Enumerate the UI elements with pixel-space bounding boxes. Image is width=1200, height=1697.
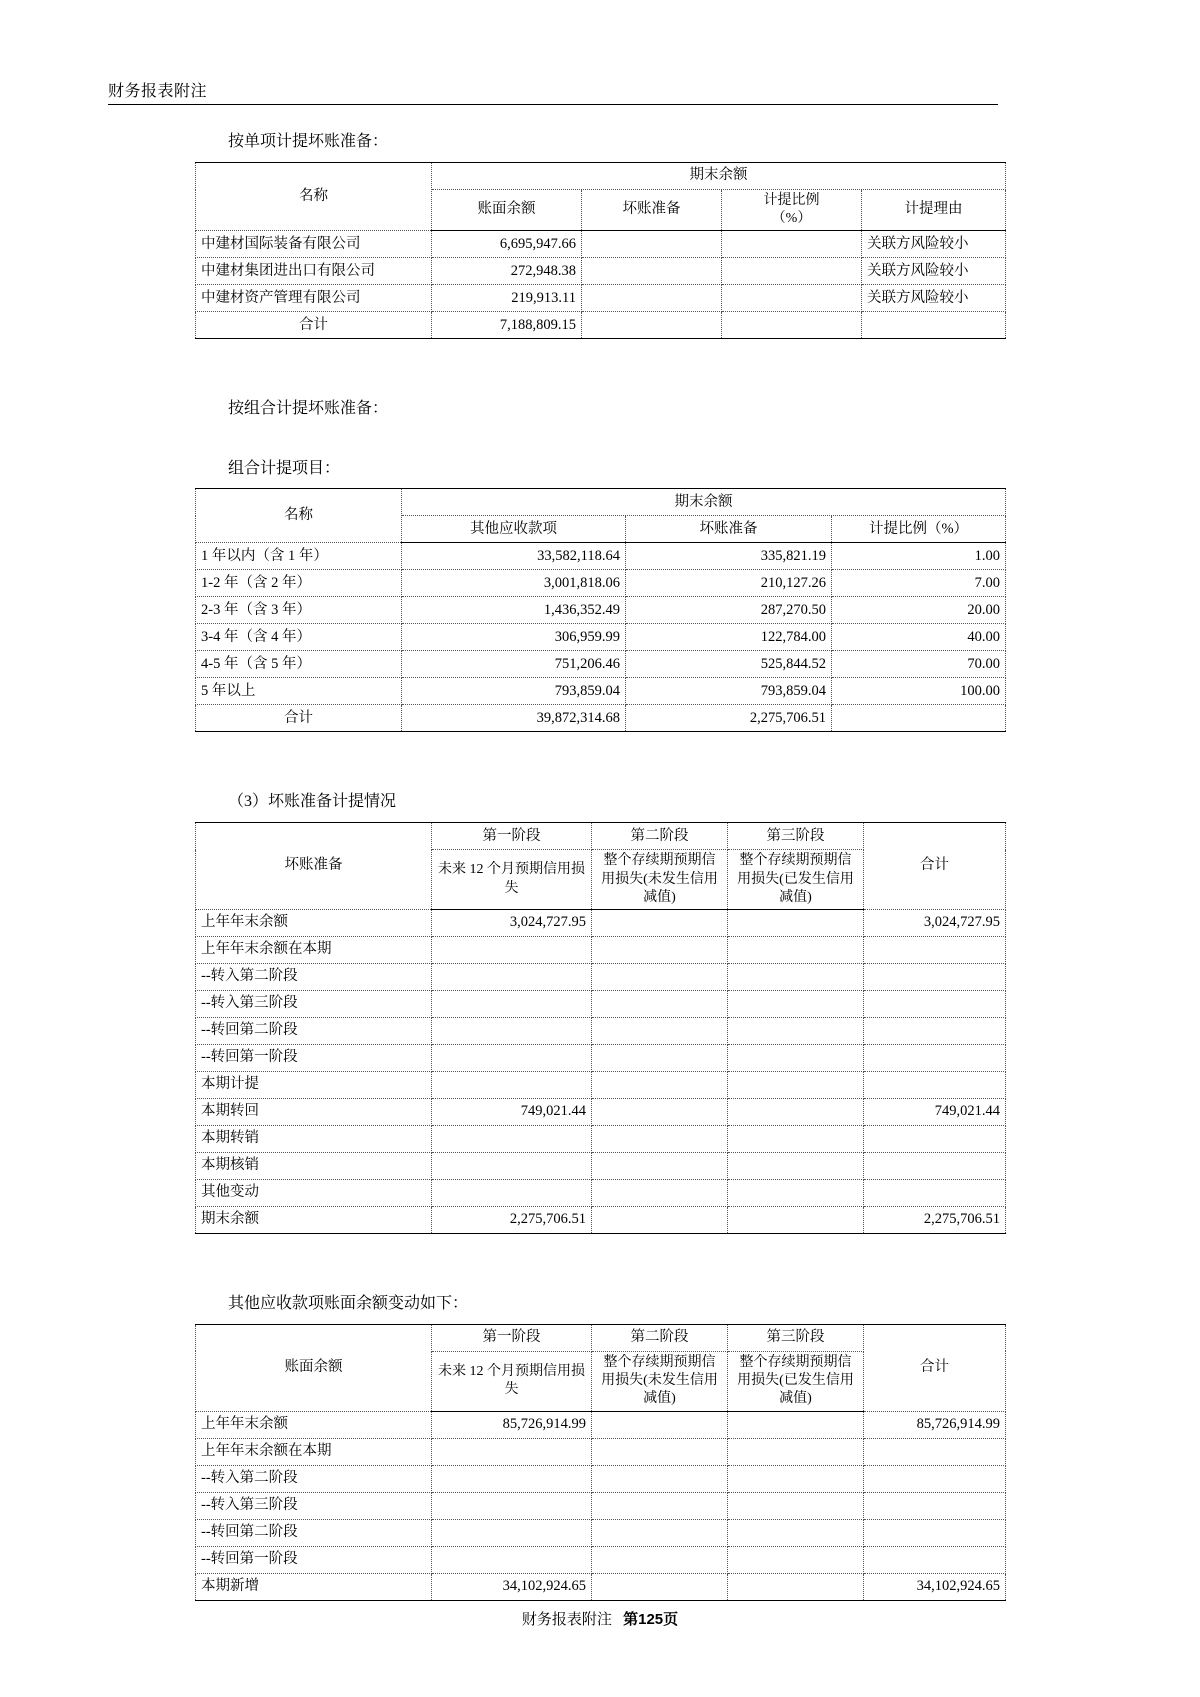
cell-label: --转回第一阶段 [196, 1546, 432, 1573]
cell-total-bad [582, 312, 722, 339]
cell-other: 751,206.46 [402, 651, 626, 678]
cell-stage-1 [432, 1044, 592, 1071]
table-row [196, 678, 1006, 705]
table-row [196, 651, 1006, 678]
section-4-title: 其他应收款项账面余额变动如下： [228, 1294, 469, 1312]
spacer [0, 429, 1200, 455]
col-group-period-end: 期末余额 [402, 489, 1006, 516]
spacer [0, 339, 1200, 397]
col-stage-1: 第一阶段 [432, 823, 592, 850]
col-stage-2: 第二阶段 [592, 1324, 728, 1351]
cell-total [864, 1152, 1006, 1179]
cell-stage-2 [592, 990, 728, 1017]
page-footer [0, 1608, 1200, 1629]
table-header-row [196, 1324, 1006, 1351]
cell-stage-1 [432, 1465, 592, 1492]
header-divider [108, 104, 998, 105]
cell-name: 1 年以内（含 1 年） [196, 543, 402, 570]
spacer [0, 732, 1200, 790]
col-stage-3: 第三阶段 [728, 823, 864, 850]
table-row [196, 1492, 1006, 1519]
cell-total [864, 990, 1006, 1017]
cell-bad [582, 285, 722, 312]
table-total-row [196, 312, 1006, 339]
cell-book: 219,913.11 [432, 285, 582, 312]
cell-label: --转入第三阶段 [196, 1492, 432, 1519]
col-name: 名称 [196, 163, 432, 231]
page-content [0, 130, 1200, 1601]
cell-stage-1 [432, 936, 592, 963]
cell-label: 本期转回 [196, 1098, 432, 1125]
cell-stage-2 [592, 1044, 728, 1071]
cell-stage-3 [728, 990, 864, 1017]
cell-label: --转回第一阶段 [196, 1044, 432, 1071]
bad-debt-provision-stages-table [195, 822, 1006, 1234]
cell-ratio [722, 258, 862, 285]
cell-label: --转入第三阶段 [196, 990, 432, 1017]
col-row-header: 账面余额 [196, 1324, 432, 1411]
col-stage-2: 第二阶段 [592, 823, 728, 850]
table-total-row [196, 705, 1006, 732]
cell-other: 793,859.04 [402, 678, 626, 705]
cell-total: 749,021.44 [864, 1098, 1006, 1125]
cell-ratio: 1.00 [832, 543, 1006, 570]
cell-stage-1 [432, 1519, 592, 1546]
cell-total: 2,275,706.51 [864, 1206, 1006, 1233]
footer-page-number: 第125页 [623, 1611, 679, 1628]
table-row [196, 1438, 1006, 1465]
cell-name: 2-3 年（含 3 年） [196, 597, 402, 624]
table-row [196, 1017, 1006, 1044]
table-header-row [196, 823, 1006, 850]
cell-stage-3 [728, 1152, 864, 1179]
cell-label: 上年年末余额 [196, 1411, 432, 1438]
spacer [0, 1234, 1200, 1292]
col-ratio-line1: 计提比例 [763, 193, 820, 208]
table-row [196, 231, 1006, 258]
cell-stage-2 [592, 1411, 728, 1438]
cell-stage-3 [728, 1206, 864, 1233]
cell-stage-3 [728, 963, 864, 990]
cell-bad [582, 231, 722, 258]
cell-bad: 287,270.50 [626, 597, 832, 624]
col-stage-2-desc: 整个存续期预期信用损失(未发生信用减值) [592, 1351, 728, 1411]
cell-bad: 525,844.52 [626, 651, 832, 678]
cell-label: 其他变动 [196, 1179, 432, 1206]
cell-other: 33,582,118.64 [402, 543, 626, 570]
cell-stage-2 [592, 1492, 728, 1519]
single-item-provision-table [195, 162, 1006, 339]
col-book-balance: 账面余额 [432, 190, 582, 231]
col-reason: 计提理由 [862, 190, 1006, 231]
col-stage-3: 第三阶段 [728, 1324, 864, 1351]
cell-label: 上年年末余额在本期 [196, 1438, 432, 1465]
cell-name: 5 年以上 [196, 678, 402, 705]
cell-stage-3 [728, 1098, 864, 1125]
cell-bad [582, 258, 722, 285]
table-row [196, 1546, 1006, 1573]
footer-label: 财务报表附注 [521, 1612, 612, 1628]
cell-stage-2 [592, 1206, 728, 1233]
cell-total [864, 1017, 1006, 1044]
col-ratio [722, 190, 862, 231]
cell-reason: 关联方风险较小 [862, 258, 1006, 285]
cell-stage-2 [592, 1546, 728, 1573]
cell-stage-1: 34,102,924.65 [432, 1573, 592, 1600]
cell-book: 272,948.38 [432, 258, 582, 285]
cell-other: 306,959.99 [402, 624, 626, 651]
cell-label: 上年年末余额在本期 [196, 936, 432, 963]
col-stage-3-desc: 整个存续期预期信用损失(已发生信用减值) [728, 850, 864, 910]
cell-stage-2 [592, 1179, 728, 1206]
cell-total [864, 1492, 1006, 1519]
col-row-header: 坏账准备 [196, 823, 432, 910]
cell-reason: 关联方风险较小 [862, 285, 1006, 312]
cell-stage-3 [728, 1125, 864, 1152]
table-row [196, 624, 1006, 651]
col-stage-1-desc: 未来 12 个月预期信用损失 [432, 850, 592, 910]
cell-stage-2 [592, 963, 728, 990]
cell-stage-3 [728, 1519, 864, 1546]
table-row [196, 1098, 1006, 1125]
table-row [196, 258, 1006, 285]
cell-stage-2 [592, 1573, 728, 1600]
section-2-subtitle: 组合计提项目： [228, 460, 341, 478]
cell-total-other: 39,872,314.68 [402, 705, 626, 732]
cell-total-ratio [832, 705, 1006, 732]
cell-label: 本期转销 [196, 1125, 432, 1152]
table-row [196, 1465, 1006, 1492]
table-row [196, 1573, 1006, 1600]
cell-total: 3,024,727.95 [864, 909, 1006, 936]
cell-total: 34,102,924.65 [864, 1573, 1006, 1600]
table-row [196, 570, 1006, 597]
section-2-table-wrap [195, 488, 1005, 732]
cell-name: 中建材国际装备有限公司 [196, 231, 432, 258]
cell-total-ratio [722, 312, 862, 339]
col-total: 合计 [864, 823, 1006, 910]
table-row [196, 597, 1006, 624]
section-3-title: （3）坏账准备计提情况 [228, 793, 397, 811]
cell-total [864, 1071, 1006, 1098]
cell-bad: 122,784.00 [626, 624, 832, 651]
cell-stage-2 [592, 1519, 728, 1546]
cell-stage-3 [728, 1438, 864, 1465]
cell-stage-2 [592, 1017, 728, 1044]
table-row [196, 1179, 1006, 1206]
col-other-receivables: 其他应收款项 [402, 516, 626, 543]
cell-stage-1 [432, 1546, 592, 1573]
cell-total-label: 合计 [196, 705, 402, 732]
col-ratio: 计提比例（%） [832, 516, 1006, 543]
cell-stage-3 [728, 1411, 864, 1438]
table-row [196, 1071, 1006, 1098]
cell-stage-2 [592, 1465, 728, 1492]
cell-stage-2 [592, 1438, 728, 1465]
cell-stage-3 [728, 936, 864, 963]
section-3-table-wrap [195, 822, 1005, 1234]
cell-stage-1: 3,024,727.95 [432, 909, 592, 936]
cell-stage-3 [728, 1492, 864, 1519]
cell-total [864, 1438, 1006, 1465]
cell-stage-1 [432, 1125, 592, 1152]
cell-total [864, 936, 1006, 963]
cell-stage-3 [728, 1017, 864, 1044]
cell-label: --转入第二阶段 [196, 1465, 432, 1492]
cell-label: 本期计提 [196, 1071, 432, 1098]
cell-label: 本期核销 [196, 1152, 432, 1179]
cell-ratio: 100.00 [832, 678, 1006, 705]
cell-stage-2 [592, 1125, 728, 1152]
cell-label: 期末余额 [196, 1206, 432, 1233]
table-row [196, 1411, 1006, 1438]
table-row [196, 990, 1006, 1017]
table-header-row [196, 489, 1006, 516]
cell-bad: 335,821.19 [626, 543, 832, 570]
col-name: 名称 [196, 489, 402, 543]
cell-stage-2 [592, 909, 728, 936]
cell-name: 4-5 年（含 5 年） [196, 651, 402, 678]
cell-label: --转回第二阶段 [196, 1017, 432, 1044]
table-row [196, 1519, 1006, 1546]
other-receivables-book-balance-table [195, 1324, 1006, 1601]
cell-stage-1 [432, 1017, 592, 1044]
col-stage-2-desc: 整个存续期预期信用损失(未发生信用减值) [592, 850, 728, 910]
cell-name: 3-4 年（含 4 年） [196, 624, 402, 651]
cell-name: 1-2 年（含 2 年） [196, 570, 402, 597]
col-ratio-line2: （%） [771, 211, 812, 227]
cell-book: 6,695,947.66 [432, 231, 582, 258]
cell-stage-1: 2,275,706.51 [432, 1206, 592, 1233]
section-4-table-wrap [195, 1324, 1005, 1601]
cell-ratio: 40.00 [832, 624, 1006, 651]
cell-total-reason [862, 312, 1006, 339]
table-row [196, 1206, 1006, 1233]
cell-stage-1 [432, 1152, 592, 1179]
col-bad-debt: 坏账准备 [626, 516, 832, 543]
cell-total: 85,726,914.99 [864, 1411, 1006, 1438]
cell-ratio: 70.00 [832, 651, 1006, 678]
col-total: 合计 [864, 1324, 1006, 1411]
cell-stage-1 [432, 1492, 592, 1519]
col-stage-1-desc: 未来 12 个月预期信用损失 [432, 1351, 592, 1411]
portfolio-provision-table [195, 488, 1006, 732]
cell-other: 1,436,352.49 [402, 597, 626, 624]
cell-label: --转入第二阶段 [196, 963, 432, 990]
cell-stage-2 [592, 1071, 728, 1098]
cell-total [864, 1179, 1006, 1206]
cell-stage-3 [728, 1546, 864, 1573]
cell-total-label: 合计 [196, 312, 432, 339]
cell-stage-1: 749,021.44 [432, 1098, 592, 1125]
cell-label: --转回第二阶段 [196, 1519, 432, 1546]
table-row [196, 936, 1006, 963]
cell-bad: 210,127.26 [626, 570, 832, 597]
col-stage-3-desc: 整个存续期预期信用损失(已发生信用减值) [728, 1351, 864, 1411]
table-header-row [196, 163, 1006, 190]
table-row [196, 963, 1006, 990]
cell-ratio: 20.00 [832, 597, 1006, 624]
cell-name: 中建材集团进出口有限公司 [196, 258, 432, 285]
cell-other: 3,001,818.06 [402, 570, 626, 597]
section-1-table-wrap [195, 162, 1005, 339]
cell-ratio [722, 285, 862, 312]
cell-stage-2 [592, 936, 728, 963]
cell-stage-2 [592, 1152, 728, 1179]
cell-total-bad: 2,275,706.51 [626, 705, 832, 732]
section-1-title: 按单项计提坏账准备： [228, 133, 389, 150]
col-group-period-end: 期末余额 [432, 163, 1006, 190]
cell-stage-1 [432, 990, 592, 1017]
cell-total [864, 1125, 1006, 1152]
table-row [196, 909, 1006, 936]
page-header: 财务报表附注 [108, 83, 208, 100]
cell-reason: 关联方风险较小 [862, 231, 1006, 258]
cell-total [864, 1519, 1006, 1546]
table-row [196, 543, 1006, 570]
table-row [196, 1044, 1006, 1071]
cell-label: 上年年末余额 [196, 909, 432, 936]
cell-ratio: 7.00 [832, 570, 1006, 597]
cell-total [864, 1546, 1006, 1573]
cell-stage-3 [728, 1179, 864, 1206]
cell-stage-3 [728, 1044, 864, 1071]
cell-stage-1 [432, 1438, 592, 1465]
cell-name: 中建材资产管理有限公司 [196, 285, 432, 312]
cell-stage-1: 85,726,914.99 [432, 1411, 592, 1438]
cell-total-book: 7,188,809.15 [432, 312, 582, 339]
cell-label: 本期新增 [196, 1573, 432, 1600]
section-2-title: 按组合计提坏账准备： [228, 400, 389, 418]
cell-stage-1 [432, 1071, 592, 1098]
cell-stage-3 [728, 1071, 864, 1098]
table-row [196, 1152, 1006, 1179]
col-stage-1: 第一阶段 [432, 1324, 592, 1351]
cell-stage-2 [592, 1098, 728, 1125]
cell-stage-3 [728, 909, 864, 936]
table-row [196, 1125, 1006, 1152]
cell-total [864, 1044, 1006, 1071]
table-row [196, 285, 1006, 312]
col-bad-debt: 坏账准备 [582, 190, 722, 231]
cell-ratio [722, 231, 862, 258]
cell-stage-1 [432, 1179, 592, 1206]
cell-stage-1 [432, 963, 592, 990]
cell-stage-3 [728, 1573, 864, 1600]
cell-bad: 793,859.04 [626, 678, 832, 705]
cell-total [864, 1465, 1006, 1492]
cell-stage-3 [728, 1465, 864, 1492]
cell-total [864, 963, 1006, 990]
